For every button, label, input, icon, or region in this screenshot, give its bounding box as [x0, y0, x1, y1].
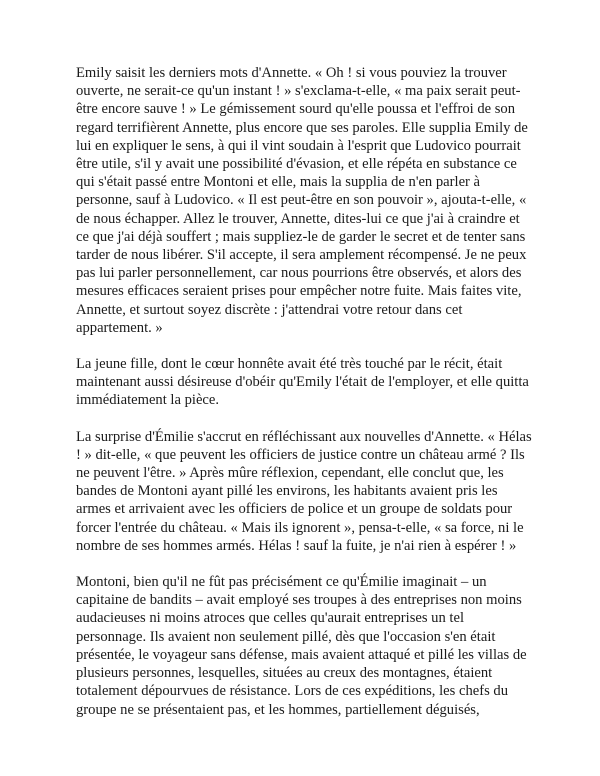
- paragraph-1: Emily saisit les derniers mots d'Annette. « Oh ! si vous pouviez la trouver ouverte, ne serait-ce qu'un instant ! » s'exclama-t-elle, « ma paix serait peut-être encore sauve ! » Le gémissement sourd qu'elle poussa et l'effroi de son regard terrifièrent Annette, plus encore que ses paroles. Elle supplia Emily de lui en expliquer le sens, à qui il vint soudain à l'esprit que Ludovico pourrait être utile, s'il y avait une possibilité d'évasion, et elle répéta en substance ce qui s'était passé entre Montoni et elle, mais la supplia de n'en parler à personne, sauf à Ludovico. « Il est peut-être en son pouvoir », ajouta-t-elle, « de nous échapper. Allez le trouver, Annette, dites-lui ce que j'ai à craindre et ce que j'ai déjà souffert ; mais suppliez-le de garder le secret et de tenter sans tarder de nous libérer. S'il accepte, il sera amplement récompensé. Je ne peux pas lui parler personnellement, car nous pourrions être observés, et alors des mesures efficaces seraient prises pour empêcher notre fuite. Mais faites vite, Annette, et surtout soyez discrète : j'attendrai votre retour dans cet appartement. »: [76, 65, 528, 336]
- paragraph-4: Montoni, bien qu'il ne fût pas précisément ce qu'Émilie imaginait – un capitaine de bandits – avait employé ses troupes à des entreprises non moins audacieuses ni moins atroces que celles qu'aurait entreprises un tel personnage. Ils avaient non seulement pillé, dès que l'occasion s'en était présentée, le voyageur sans défense, mais avaient attaqué et pillé les villas de plusieurs personnes, lesquelles, situées au creux des montagnes, étaient totalement dépourvues de résistance. Lors de ces expéditions, les chefs du groupe ne se présentaient pas, et les hommes, partiellement déguisés,: [76, 574, 527, 718]
- paragraph-3: La surprise d'Émilie s'accrut en réfléchissant aux nouvelles d'Annette. « Hélas ! » dit-elle, « que peuvent les officiers de justice contre un château armé ? Ils ne peuvent l'être. » Après mûre réflexion, cependant, elle conclut que, les bandes de Montoni ayant pillé les environs, les habitants avaient pris les armes et arrivaient avec les officiers de police et un groupe de soldats pour forcer l'entrée du château. « Mais ils ignorent », pensa-t-elle, « sa force, ni le nombre de ses hommes armés. Hélas ! sauf la fuite, je n'ai rien à espérer ! »: [76, 428, 532, 554]
- text-body: [76, 64, 532, 737]
- paragraph-2: La jeune fille, dont le cœur honnête avait été très touché par le récit, était maintenant aussi désireuse d'obéir qu'Emily l'était de l'employer, et elle quitta immédiatement la pièce.: [76, 356, 529, 409]
